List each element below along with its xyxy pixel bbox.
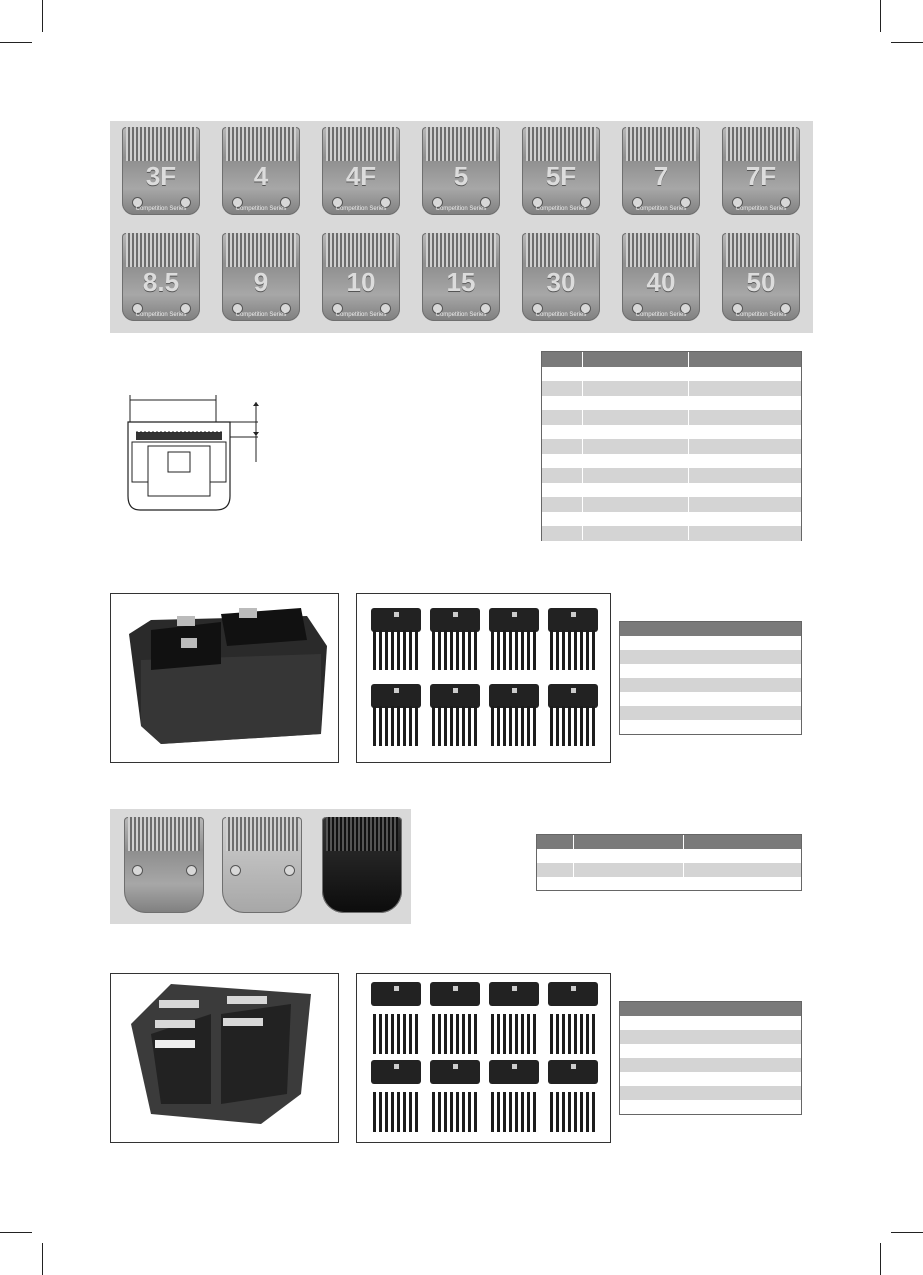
blade-3F (122, 127, 200, 215)
blade-40 (622, 233, 700, 321)
table-row (620, 1058, 801, 1072)
blade-series-label: Competition Series (435, 312, 487, 318)
blade-series-label: Competition Series (535, 206, 587, 212)
blade-size-label: 30 (546, 267, 576, 297)
comb-storage-box-photo (110, 593, 339, 763)
blade-size-label: 10 (346, 267, 376, 297)
blade-size-label: 50 (746, 267, 776, 297)
attachment-comb (548, 684, 598, 746)
blade-series-label: Competition Series (435, 206, 487, 212)
blade-series-label: Competition Series (335, 312, 387, 318)
crop-mark (880, 0, 881, 32)
blade-dimension-diagram (118, 392, 278, 517)
blade-size-label: 5F (545, 161, 577, 191)
blade-size-label: 40 (646, 267, 676, 297)
table-row (542, 381, 801, 396)
blade-50 (722, 233, 800, 321)
blade-8.5 (122, 233, 200, 321)
attachment-comb (489, 1060, 539, 1132)
table-column-divider (573, 835, 574, 890)
blade-size-label: 7F (745, 161, 777, 191)
blade-series-label: Competition Series (735, 312, 787, 318)
attachment-comb (371, 608, 421, 670)
table-header (537, 835, 801, 849)
blade-size-label: 8.5 (142, 267, 180, 297)
blade-series-label: Competition Series (635, 312, 687, 318)
detachable-blades-panel (110, 809, 411, 924)
table-header (620, 1002, 801, 1016)
table-column-divider (688, 352, 689, 540)
attachment-comb (371, 982, 421, 1054)
blade-size-label: 7 (653, 161, 669, 191)
blade-size-label: 3F (145, 161, 177, 191)
blade-size-label: 4F (345, 161, 377, 191)
attachment-comb (548, 608, 598, 670)
blade-photo (222, 817, 302, 913)
blade-series-label: Competition Series (135, 206, 187, 212)
blade-series-label: Competition Series (235, 312, 287, 318)
blade-9 (222, 233, 300, 321)
attachment-comb (430, 982, 480, 1054)
crop-mark (42, 0, 43, 32)
crop-mark (42, 1243, 43, 1275)
comb-size-table-2 (619, 1001, 802, 1115)
blade-series-label: Competition Series (235, 206, 287, 212)
comb-storage-box-2-photo (110, 973, 339, 1143)
table-row (542, 497, 801, 512)
attachment-comb (430, 608, 480, 670)
blade-4F (322, 127, 400, 215)
table-row (542, 526, 801, 541)
table-row (537, 863, 801, 877)
table-row (620, 706, 801, 720)
blade-photo (322, 817, 402, 913)
blade-series-label: Competition Series (335, 206, 387, 212)
blade-gallery-panel (110, 121, 813, 333)
blade-4 (222, 127, 300, 215)
blade-size-label: 9 (253, 267, 269, 297)
attachment-comb (548, 982, 598, 1054)
crop-mark (0, 42, 32, 43)
blade-5 (422, 127, 500, 215)
blade-10 (322, 233, 400, 321)
table-row (620, 678, 801, 692)
attachment-comb (371, 1060, 421, 1132)
table-row (620, 1030, 801, 1044)
attachment-comb (489, 982, 539, 1054)
crop-mark (880, 1243, 881, 1275)
table-column-divider (582, 352, 583, 540)
attachment-combs-2-photo (356, 973, 611, 1143)
attachment-comb (548, 1060, 598, 1132)
attachment-combs-photo (356, 593, 611, 763)
table-column-divider (683, 835, 684, 890)
attachment-comb (489, 684, 539, 746)
blade-size-label: 5 (453, 161, 469, 191)
table-row (542, 439, 801, 454)
attachment-comb (430, 684, 480, 746)
blade-30 (522, 233, 600, 321)
blade-7 (622, 127, 700, 215)
blade-series-label: Competition Series (535, 312, 587, 318)
blade-series-label: Competition Series (635, 206, 687, 212)
table-row (542, 410, 801, 425)
mini-blade-table (536, 834, 802, 891)
crop-mark (891, 1232, 923, 1233)
blade-photo (124, 817, 204, 913)
crop-mark (0, 1232, 32, 1233)
blade-size-label: 15 (446, 267, 476, 297)
comb-size-table-1 (619, 621, 802, 735)
blade-spec-table (541, 351, 802, 541)
blade-5F (522, 127, 600, 215)
attachment-comb (489, 608, 539, 670)
blade-series-label: Competition Series (735, 206, 787, 212)
table-header (542, 352, 801, 367)
blade-7F (722, 127, 800, 215)
table-row (542, 468, 801, 483)
table-row (620, 1086, 801, 1100)
attachment-comb (371, 684, 421, 746)
crop-mark (891, 42, 923, 43)
blade-size-label: 4 (253, 161, 269, 191)
blade-series-label: Competition Series (135, 312, 187, 318)
table-row (620, 650, 801, 664)
table-header (620, 622, 801, 636)
attachment-comb (430, 1060, 480, 1132)
blade-15 (422, 233, 500, 321)
